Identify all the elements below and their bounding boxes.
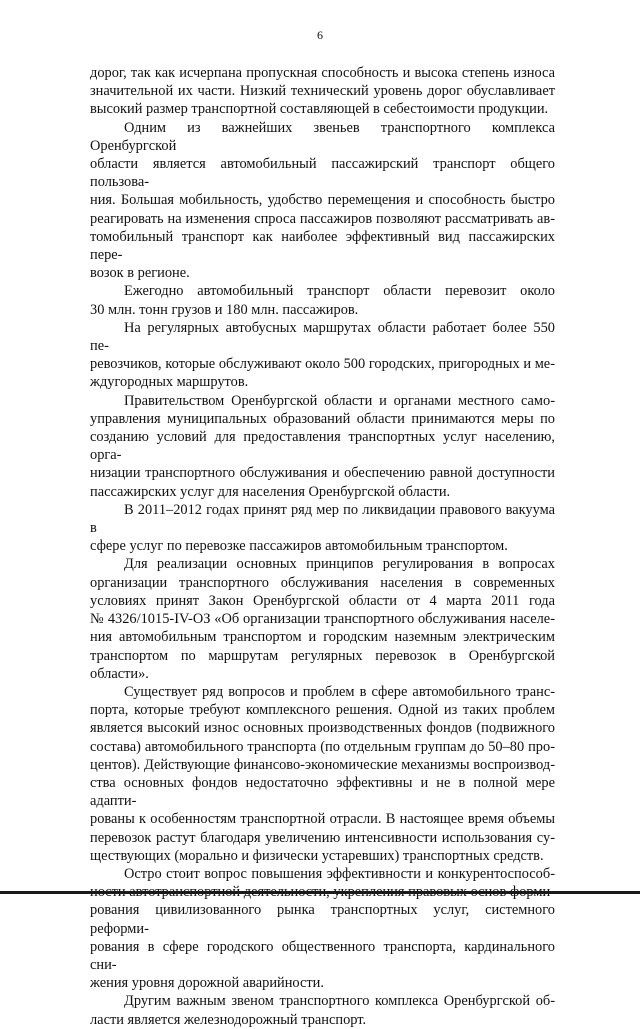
paragraph [90,683,555,865]
text-line: низации транспортного обслуживания и обеспечению равной доступности [90,465,555,482]
paragraph [90,992,555,1028]
text-line: рования в сфере городского общественного транспорта, кардинального сни- [90,938,555,973]
text-line: Одним из важнейших звеньев транспортного комплекса Оренбургской [90,119,555,154]
text-line: транспортом по маршрутам регулярных перевозок в Оренбургской области». [90,647,555,682]
text-line: значительной их части. Низкий технический уровень дорог обуславливает [90,83,555,100]
text-line: условиях принят Закон Оренбургской области от 4 марта 2011 года [90,592,555,609]
paragraph [90,392,555,501]
paragraph [90,555,555,682]
text-line: В 2011–2012 годах принят ряд мер по ликвидации правового вакуума в [90,501,555,537]
text-line: управления муниципальных образований области принимаются меры по [90,410,555,427]
text-line: ния автомобильным транспортом и городским наземным электрическим [90,629,555,646]
text-line: ществующих (морально и физически устаревших) транспортных средств. [90,847,544,864]
text-line: № 4326/1015-IV-ОЗ «Об организации транспортного обслуживания населе- [90,611,555,628]
paragraph [90,501,555,556]
text-line: ждугородных маршрутов. [90,374,249,391]
footer-divider [0,891,640,894]
text-line: На регулярных автобусных маршрутах области работает более 550 пе- [90,319,555,355]
text-line: рования цивилизованного рынка транспортных услуг, системного реформи- [90,902,555,937]
text-line: дорог, так как исчерпана пропускная способность и высока степень износа [90,65,555,81]
document-body [90,64,555,1029]
text-line: области является автомобильный пассажирский транспорт общего пользова- [90,156,555,191]
text-line: Другим важным звеном транспортного комплекса Оренбургской об- [124,993,555,1010]
paragraph [90,64,555,119]
text-line: перевозок растут благодаря увеличению интенсивности использования су- [90,829,555,846]
paragraph [90,282,555,318]
text-line: жения уровня дорожной аварийности. [90,975,324,992]
text-line: Ежегодно автомобильный транспорт области перевозит около [124,283,555,300]
text-line: реагировать на изменения спроса пассажиров позволяют рассматривать ав- [90,210,555,227]
text-line: Существует ряд вопросов и проблем в сфере автомобильного транс- [124,683,555,700]
paragraph [90,119,555,283]
text-line: ства основных фондов недостаточно эффективны и не в полной мере адапти- [90,774,555,810]
text-line: организации транспортного обслуживания населения в современных [90,574,555,591]
paragraph [90,865,555,992]
text-line: Для реализации основных принципов регулирования в вопросах [124,556,555,573]
text-line: пассажирских услуг для населения Оренбургской области. [90,483,451,500]
text-line: Остро стоит вопрос повышения эффективности и конкурентоспособ- [124,865,555,882]
text-line: возок в регионе. [90,265,190,282]
text-line: ния. Большая мобильность, удобство перемещения и способность быстро [90,192,555,209]
text-line: является высокий износ основных производственных фондов (подвижного [90,720,555,737]
text-line: Правительством Оренбургской области и органами местного само- [124,392,555,409]
text-line: ревозчиков, которые обслуживают около 500 городских, пригородных и ме- [90,356,555,373]
text-line: рованы к особенностям транспортной отрасли. В настоящее время объемы [90,811,555,828]
text-line: созданию условий для предоставления транспортных услуг населению, орга- [90,429,555,464]
text-line: центов). Действующие финансово-экономические механизмы воспроизвод- [90,756,555,773]
text-line: сфере услуг по перевозке пассажиров автомобильным транспортом. [90,538,508,555]
text-line: высокий размер транспортной составляющей в себестоимости продукции. [90,101,549,118]
text-line: порта, которые требуют комплексного решения. Одной из таких проблем [90,702,555,719]
text-line: томобильный транспорт как наиболее эффективный вид пассажирских пере- [90,228,555,264]
paragraph [90,319,555,392]
page-number: 6 [317,28,323,42]
text-line: состава) автомобильного транспорта (по отдельным группам до 50–80 про- [90,738,555,755]
text-line: 30 млн. тонн грузов и 180 млн. пассажиров. [90,301,359,318]
text-line: ласти является железнодорожный транспорт. [90,1011,367,1028]
